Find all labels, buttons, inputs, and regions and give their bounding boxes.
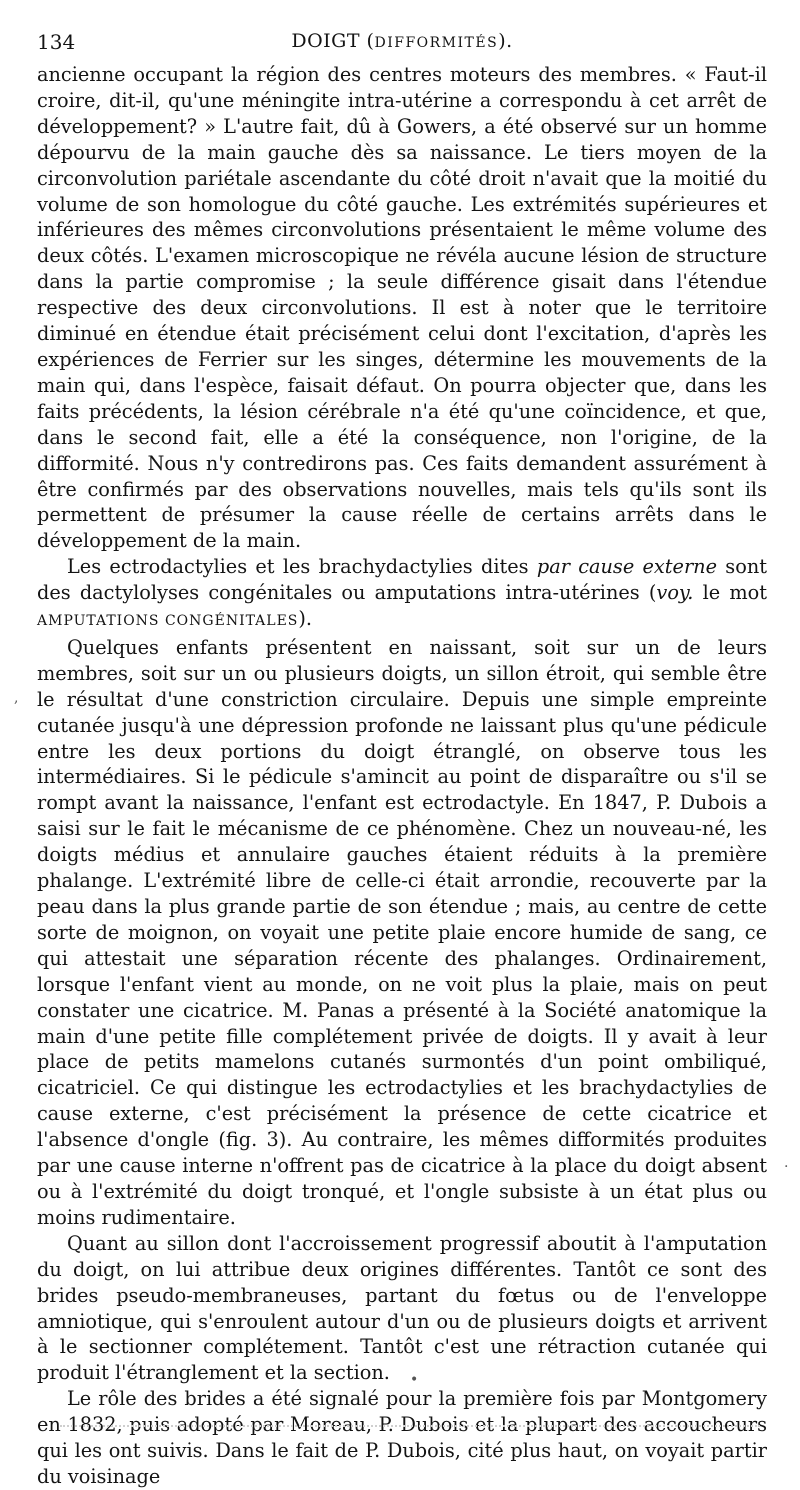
paragraph-text: ). [298,607,313,631]
paragraph-text: ancienne occupant la région des centres moteurs des membres. « Faut-il croire, dit-il, qu'une méningite intra-utérine a correspondu à cet arrêt de développement? » L'autre fait, dû à Gowers, a été observé sur un homme dépourvu de la main gauche dès sa naissance. Le tiers moyen de la circonvolution pariétale ascendante du côté droit n'avait que la moitié du volume de son homologue du côté gauche. Les extrémités supérieures et inférieures des mêmes circonvolutions présentaient le même volume des deux côtés. L'examen microscopique ne révéla aucune lésion de structure dans la partie compromise ; la seule différence gisait dans l'étendue respective des deux circonvolutions. Il est à noter que le territoire diminué en étendue était précisément celui dont l'excitation, d'après les expériences de Ferrier sur les singes, détermine les mouvements de la main qui, dans l'espèce, faisait défaut. On pourra objecter que, dans les faits précédents, la lésion cérébrale n'a été qu'une coïncidence, et que, dans le second fait, elle a été la conséquence, non l'origine, de la difformité. Nous n'y contredirons pas. Ces faits demandent assurément à être confirmés par des observations nouvelles, mais tels qu'ils sont ils permettent de présumer la cause réelle de certains arrêts dans le développement de la main. [37,63,767,553]
running-head-close: ). [498,30,513,52]
paragraph [37,554,767,635]
running-head-small: DIFFORMITÉS [374,35,499,51]
margin-speck: , [14,690,19,706]
paragraph [37,635,767,1231]
margin-speck: . [784,1155,789,1171]
smallcaps-text: AMPUTATIONS CONGÉNITALES [37,613,299,630]
paragraph [37,1231,767,1386]
body-text [37,62,767,1490]
page-header [37,30,767,56]
italic-text: par cause externe [536,555,718,579]
paragraph-text: Quant au sillon dont l'accroissement progressif aboutit à l'amputation du doigt, on lui attribue deux origines différentes. Tantôt ce sont des brides pseudo-membraneuses, partant du fœtus ou de l'enveloppe amniotique, qui s'enroulent autour d'un ou de plusieurs doigts et arrivent à le sectionner complétement. Tantôt c'est une rétraction cutanée qui produit l'étranglement et la section. [37,1231,767,1385]
italic-text: voy. [656,581,694,605]
paragraph-text: sont des dactylolyses congénitales ou amputations intra-utérines ( [37,555,767,605]
paragraph [37,62,767,554]
paragraph [37,1386,767,1490]
page-speck: • [410,1372,419,1388]
running-head [37,30,767,52]
paragraph-text: Le rôle des brides a été signalé pour la première fois par Montgomery en 1832, puis adopté par Moreau, P. Dubois et la plupart des accoucheurs qui les ont suivis. Dans le fait de P. Dubois, cité plus haut, on voyait partir du voisinage [37,1387,767,1488]
paragraph-text: Quelques enfants présentent en naissant, soit sur un de leurs membres, soit sur un ou plusieurs doigts, un sillon étroit, qui semble être le résultat d'une constriction circulaire. Depuis une simple empreinte cutanée jusqu'à une dépression profonde ne laissant plus qu'une pédicule entre les deux portions du doigt étranglé, on observe tous les intermédiaires. Si le pédicule s'amincit au point de disparaître ou s'il se rompt avant la naissance, l'enfant est ectrodactyle. En 1847, P. Dubois a saisi sur le fait le mécanisme de ce phénomène. Chez un nouveau-né, les doigts médius et annulaire gauches étaient réduits à la première phalange. L'extrémité libre de celle-ci était arrondie, recouverte par la peau dans la plus grande partie de son étendue ; mais, au centre de cette sorte de moignon, on voyait une petite plaie encore humide de sang, ce qui attestait une séparation récente des phalanges. Ordinairement, lorsque l'enfant vient au monde, on ne voit plus la plaie, mais on peut constater une cicatrice. M. Panas a présenté à la Société anatomique la main d'une petite fille complétement privée de doigts. Il y avait à leur place de petits mamelons cutanés surmontés d'un point ombiliqué, cicatriciel. Ce qui distingue les ectrodactylies et les brachydactylies de cause externe, c'est précisément la présence de cette cicatrice et l'absence d'ongle (fig. 3). Au contraire, les mêmes difformités produites par une cause interne n'offrent pas de cicatrice à la place du doigt absent ou à l'extrémité du doigt tronqué, et l'ongle subsiste à un état plus ou moins rudimentaire. [37,635,767,1229]
paragraph-text: le mot [693,581,767,605]
bleed-through-line [60,1425,760,1433]
paragraph-text: Les ectrodactylies et les brachydactylies dites [67,555,537,579]
page-number: 134 [37,30,76,54]
running-head-main: DOIGT ( [291,30,375,52]
